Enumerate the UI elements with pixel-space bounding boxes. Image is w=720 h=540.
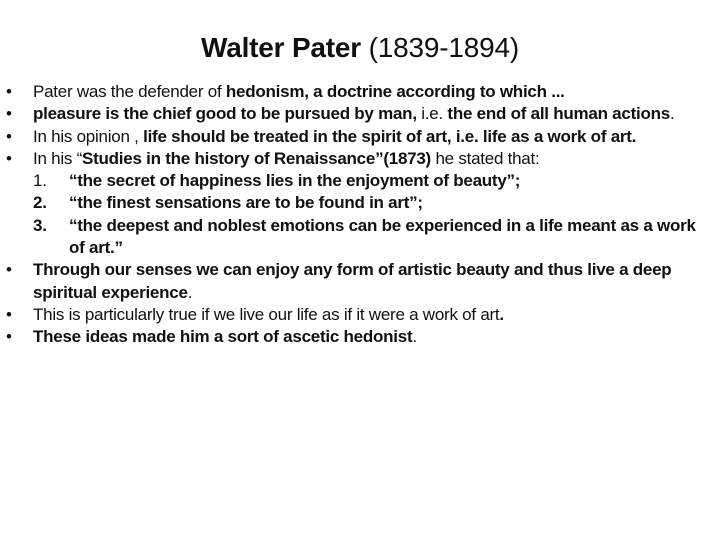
bullet-item-studies: [6, 148, 712, 170]
numbered-text: “the deepest and noblest emotions can be experienced in a life meant as a work of art.”: [69, 215, 696, 258]
bullet-item-ascetic: [6, 326, 712, 348]
slide-title: [0, 30, 720, 66]
bullet-text: In his opinion ,: [33, 126, 144, 146]
bullet-item-work-of-art: [6, 304, 712, 326]
bullet-text-bold: pleasure is the chief good to be pursued by man,: [33, 104, 417, 124]
numbered-text: “the secret of happiness lies in the enjoyment of beauty”;: [69, 171, 521, 191]
bullet-text: he stated that:: [430, 148, 540, 168]
bullet-text: This is particularly true if we live our life as if it were a work of art: [33, 304, 500, 324]
bullet-icon: •: [6, 148, 12, 168]
number-label: 3.: [33, 215, 47, 235]
bullet-text-bold: These ideas made him a sort of ascetic hedonist: [33, 327, 413, 347]
numbered-item-1: [6, 170, 712, 192]
title-name: Walter Pater: [201, 32, 361, 63]
bullet-item-senses: [6, 259, 712, 304]
numbered-item-2: [6, 192, 712, 214]
bullet-text: Pater was the defender of: [33, 82, 226, 101]
bullet-icon: •: [6, 327, 12, 347]
bullet-item-hedonism: [6, 81, 712, 103]
title-dates: (1839-1894): [368, 32, 519, 63]
slide-body: [6, 81, 712, 349]
bullet-icon: •: [6, 82, 12, 101]
bullet-icon: •: [6, 104, 12, 124]
bullet-text-bold: the end of all human actions: [447, 104, 670, 124]
bullet-text: .: [669, 104, 675, 124]
bullet-text: .: [412, 327, 417, 347]
bullet-text: i.e.: [416, 104, 448, 124]
numbered-item-3: [6, 215, 712, 260]
bullet-text-bold: life should be treated in the spirit of art, i.e. life as a work of art.: [143, 126, 637, 146]
bullet-text-bold: .: [499, 304, 504, 324]
bullet-text: .: [187, 282, 193, 302]
bullet-text-bold: Studies in the history of Renaissance”(1873): [82, 148, 431, 168]
number-label: 2.: [33, 193, 47, 213]
bullet-icon: •: [6, 260, 12, 280]
bullet-text-bold: hedonism, a doctrine according to which ...: [225, 82, 565, 101]
bullet-icon: •: [6, 126, 12, 146]
bullet-text: In his “: [33, 148, 83, 168]
bullet-text-bold: Through our senses we can enjoy any form of artistic beauty and thus live a deep spiritual experience: [33, 260, 672, 302]
numbered-text: “the finest sensations are to be found in art”;: [69, 193, 423, 213]
bullet-icon: •: [6, 304, 12, 324]
number-label: 1.: [33, 171, 47, 191]
bullet-item-opinion: [6, 126, 712, 148]
bullet-item-pleasure: [6, 103, 712, 125]
